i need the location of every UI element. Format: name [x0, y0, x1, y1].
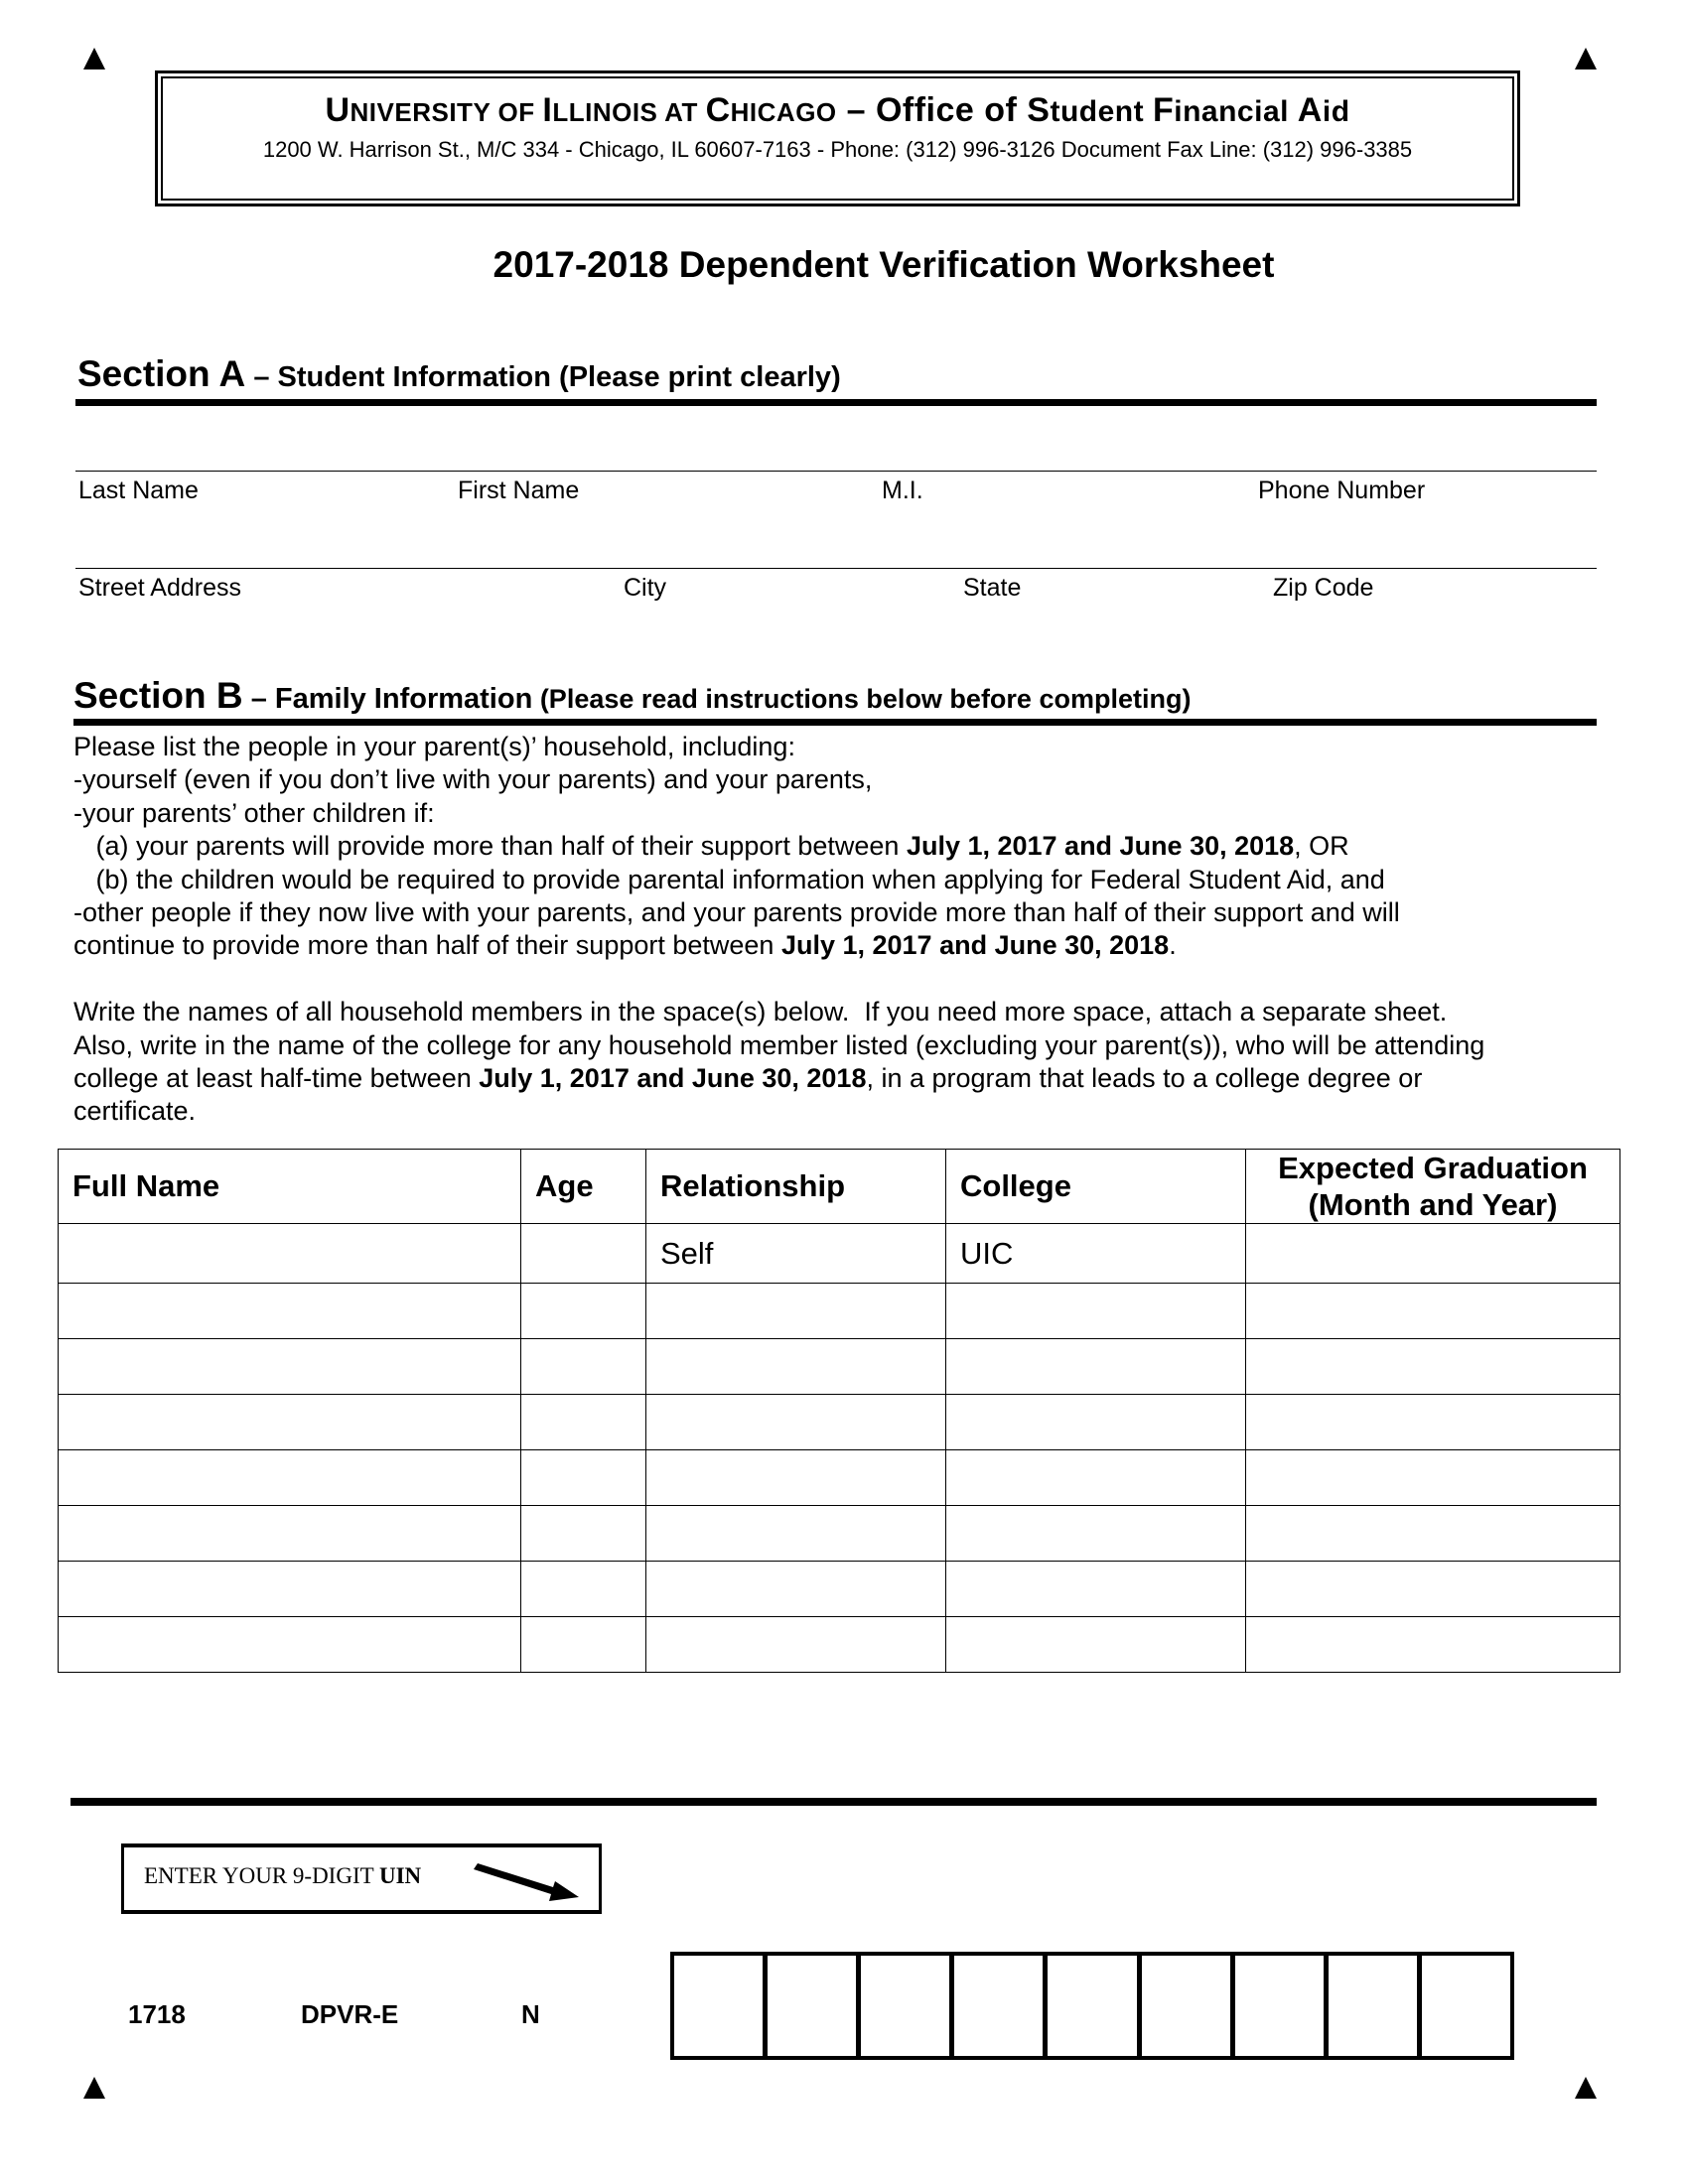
form-type-code: N — [521, 1999, 540, 2029]
table-row — [59, 1617, 1620, 1673]
table-row — [59, 1562, 1620, 1617]
table-row — [59, 1506, 1620, 1562]
section-b-heading: Section B – Family Information (Please read instructions below before completing) — [73, 675, 1192, 716]
instruction-text: Also, write in the name of the college for any household member listed (excluding your parent(s)), who will be attending — [73, 1029, 1485, 1060]
relationship-cell[interactable] — [646, 1339, 946, 1395]
college-cell[interactable] — [946, 1395, 1246, 1450]
uin-digit-box[interactable] — [949, 1956, 1043, 2056]
uin-digit-box[interactable] — [1043, 1956, 1136, 2056]
instruction-line — [73, 1030, 1484, 1061]
corner-marker-icon — [83, 2077, 105, 2099]
full-name-cell[interactable] — [59, 1562, 521, 1617]
form-year-code: 1718 — [128, 1999, 186, 2029]
instruction-text: certificate. — [73, 1096, 197, 1127]
street-address-label: Street Address — [78, 574, 241, 602]
age-cell[interactable] — [521, 1617, 646, 1673]
age-cell[interactable] — [521, 1506, 646, 1562]
instruction-text: (a) your parents will provide more than half of their support between — [73, 831, 907, 862]
instruction-line — [73, 798, 435, 829]
uin-digit-box[interactable] — [1230, 1956, 1324, 2056]
age-cell[interactable] — [521, 1395, 646, 1450]
col-age: Age — [521, 1150, 646, 1224]
divider — [70, 1798, 1597, 1806]
office-address: 1200 W. Harrison St., M/C 334 - Chicago, IL 60607-7163 - Phone: (312) 996-3126 Document Fax Line: (312) 996-3385 — [262, 137, 1413, 162]
uin-digit-box[interactable] — [1324, 1956, 1417, 2056]
uin-digit-box[interactable] — [1417, 1956, 1510, 2056]
graduation-cell[interactable] — [1246, 1450, 1620, 1506]
instruction-text: . — [1169, 930, 1177, 961]
uin-digit-box[interactable] — [1137, 1956, 1230, 2056]
fill-line[interactable] — [75, 568, 1597, 569]
age-cell[interactable] — [521, 1562, 646, 1617]
corner-marker-icon — [1575, 2077, 1597, 2099]
relationship-cell[interactable] — [646, 1284, 946, 1339]
instruction-text: -other people if they now live with your parents, and your parents provide more than half of their support and will — [73, 897, 1400, 927]
college-cell[interactable] — [946, 1562, 1246, 1617]
graduation-cell[interactable] — [1246, 1284, 1620, 1339]
age-cell[interactable] — [521, 1450, 646, 1506]
office-title: UNIVERSITY OF ILLINOIS AT CHICAGO – Office of Student Financial Aid — [325, 91, 1350, 129]
date-range-text: July 1, 2017 and June 30, 2018 — [479, 1063, 867, 1093]
table-row — [59, 1450, 1620, 1506]
state-label: State — [963, 574, 1022, 602]
household-table — [58, 1149, 1620, 1673]
graduation-cell[interactable] — [1246, 1339, 1620, 1395]
college-cell[interactable] — [946, 1284, 1246, 1339]
phone-label: Phone Number — [1258, 477, 1426, 504]
full-name-cell[interactable] — [59, 1395, 521, 1450]
graduation-cell[interactable] — [1246, 1395, 1620, 1450]
age-cell[interactable] — [521, 1284, 646, 1339]
instruction-line — [73, 1096, 196, 1127]
form-id-code: DPVR-E — [301, 1999, 399, 2029]
college-cell[interactable] — [946, 1506, 1246, 1562]
letterhead — [155, 70, 1520, 206]
page-title: 2017-2018 Dependent Verification Worksheet — [492, 244, 1275, 285]
divider — [75, 399, 1597, 406]
instruction-text: , OR — [1294, 831, 1349, 862]
first-name-label: First Name — [458, 477, 580, 504]
graduation-cell[interactable] — [1246, 1562, 1620, 1617]
full-name-cell[interactable] — [59, 1224, 521, 1284]
full-name-cell[interactable] — [59, 1506, 521, 1562]
section-a-heading: Section A – Student Information (Please print clearly) — [77, 353, 841, 394]
age-cell[interactable] — [521, 1224, 646, 1284]
date-range-text: July 1, 2017 and June 30, 2018 — [906, 831, 1295, 862]
corner-marker-icon — [1575, 48, 1597, 69]
graduation-cell[interactable] — [1246, 1224, 1620, 1284]
relationship-cell[interactable] — [646, 1395, 946, 1450]
instruction-text: , in a program that leads to a college degree or — [866, 1063, 1423, 1093]
table-row — [59, 1224, 1620, 1284]
graduation-cell[interactable] — [1246, 1617, 1620, 1673]
uin-digit-boxes — [670, 1952, 1514, 2060]
instruction-text: Write the names of all household members in the space(s) below. If you need more space, attach a separate sheet. — [73, 997, 1448, 1027]
divider — [73, 719, 1597, 726]
age-cell[interactable] — [521, 1339, 646, 1395]
instruction-line — [73, 732, 795, 762]
uin-digit-box[interactable] — [856, 1956, 949, 2056]
instruction-line — [73, 997, 1447, 1027]
last-name-label: Last Name — [78, 477, 199, 504]
instruction-line — [73, 930, 1177, 961]
arrow-icon — [472, 1863, 581, 1903]
table-row — [59, 1395, 1620, 1450]
college-cell[interactable] — [946, 1450, 1246, 1506]
relationship-cell[interactable] — [646, 1450, 946, 1506]
full-name-cell[interactable] — [59, 1339, 521, 1395]
relationship-cell[interactable] — [646, 1506, 946, 1562]
instruction-text: -your parents’ other children if: — [73, 797, 435, 828]
corner-marker-icon — [83, 48, 105, 69]
instruction-text: college at least half-time between — [73, 1063, 480, 1093]
fill-line[interactable] — [75, 471, 1597, 472]
date-range-text: July 1, 2017 and June 30, 2018 — [780, 930, 1170, 961]
full-name-cell[interactable] — [59, 1450, 521, 1506]
graduation-cell[interactable] — [1246, 1506, 1620, 1562]
col-college: College — [946, 1150, 1246, 1224]
instruction-line — [73, 831, 1349, 862]
instruction-text: (b) the children would be required to provide parental information when applying for Federal Student Aid, and — [73, 864, 1385, 894]
col-full-name: Full Name — [59, 1150, 521, 1224]
instruction-line — [73, 1063, 1422, 1094]
full-name-cell[interactable] — [59, 1284, 521, 1339]
relationship-cell[interactable]: Self — [646, 1224, 946, 1284]
college-cell[interactable]: UIC — [946, 1224, 1246, 1284]
college-cell[interactable] — [946, 1617, 1246, 1673]
instruction-text: continue to provide more than half of their support between — [73, 930, 781, 961]
col-relationship: Relationship — [646, 1150, 946, 1224]
relationship-cell[interactable] — [646, 1562, 946, 1617]
uin-digit-box[interactable] — [763, 1956, 856, 2056]
table-row — [59, 1284, 1620, 1339]
uin-digit-box[interactable] — [674, 1956, 763, 2056]
table-row — [59, 1339, 1620, 1395]
full-name-cell[interactable] — [59, 1617, 521, 1673]
zip-label: Zip Code — [1273, 574, 1374, 602]
city-label: City — [624, 574, 667, 602]
col-expected-graduation: Expected Graduation (Month and Year) — [1246, 1150, 1620, 1224]
relationship-cell[interactable] — [646, 1617, 946, 1673]
middle-initial-label: M.I. — [882, 477, 923, 504]
instruction-line — [73, 865, 1385, 895]
college-cell[interactable] — [946, 1339, 1246, 1395]
instruction-text: -yourself (even if you don’t live with your parents) and your parents, — [73, 764, 873, 795]
instruction-line — [73, 897, 1400, 928]
instruction-text: Please list the people in your parent(s)’ household, including: — [73, 732, 795, 761]
uin-instruction: ENTER YOUR 9-DIGIT UIN — [121, 1843, 602, 1914]
instruction-line — [73, 764, 872, 795]
